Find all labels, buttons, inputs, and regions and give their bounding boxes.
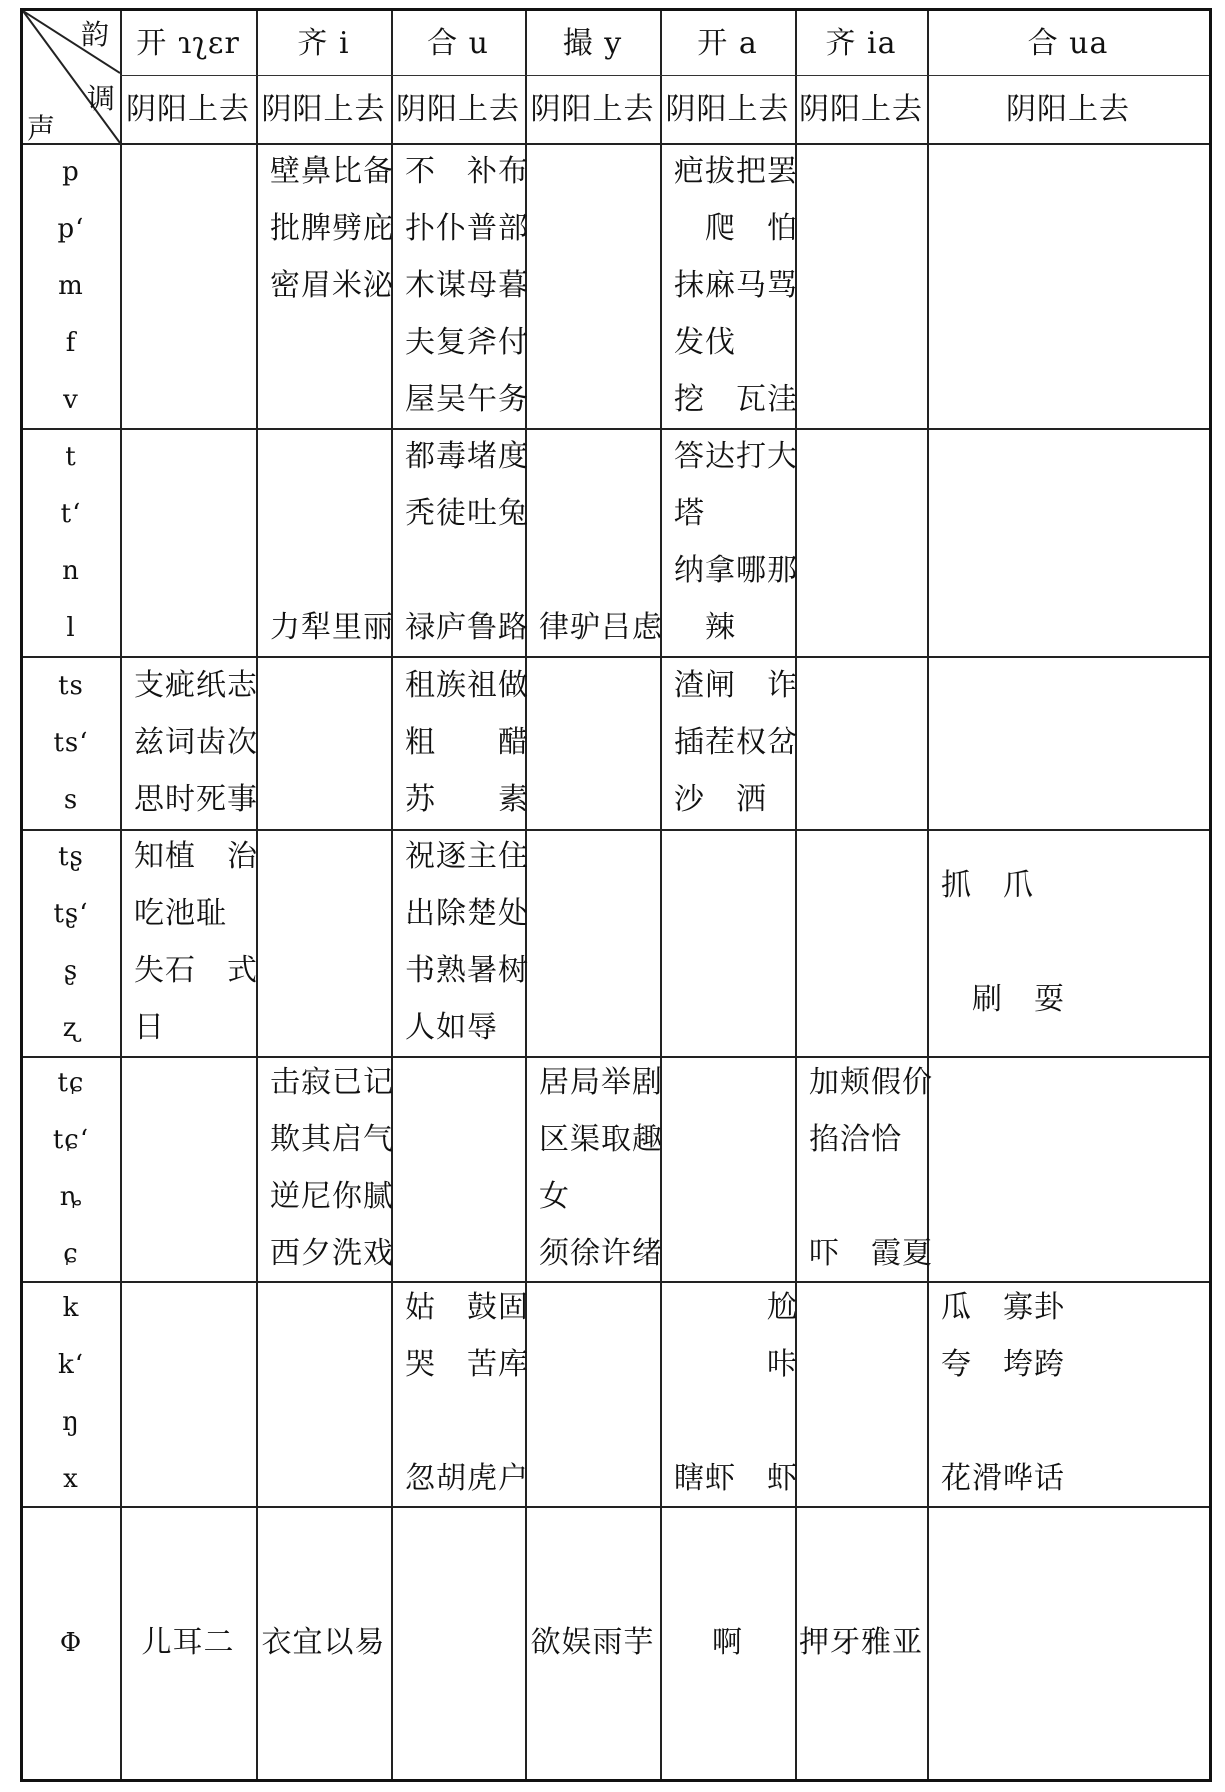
- syllable-table: [20, 8, 1212, 1782]
- header-bottom-rule: [23, 143, 1209, 145]
- syllable-cell: 啊: [712, 1624, 743, 1660]
- syllable-cell: 吓 霞夏: [809, 1236, 933, 1271]
- syllable-cell: 忽胡虎户: [405, 1461, 529, 1496]
- initial-label: v: [63, 384, 79, 415]
- syllable-cell: 爬 怕: [674, 210, 798, 246]
- syllable-cell: 居局举剧: [539, 1065, 663, 1100]
- initial-label: l: [66, 612, 76, 643]
- syllable-cell: 知植 治: [134, 839, 258, 874]
- initial-label: ts: [58, 670, 84, 701]
- syllable-cell: 掐洽恰: [809, 1122, 902, 1157]
- corner-label-diao: 调: [87, 82, 116, 115]
- syllable-cell: 儿耳二: [141, 1624, 235, 1660]
- syllable-cell: 书熟暑树: [405, 953, 529, 988]
- initial-label: n: [62, 555, 80, 586]
- syllable-cell: 衣宜以易: [261, 1624, 386, 1660]
- initial-label: Φ: [59, 1627, 83, 1658]
- group-divider: [23, 656, 1209, 658]
- syllable-cell: 木谋母暮: [405, 267, 529, 303]
- syllable-cell: 屋吴午务: [405, 381, 529, 417]
- syllable-cell: 兹词齿次: [134, 724, 258, 760]
- syllable-cell: 辣: [674, 609, 736, 645]
- syllable-cell: 不 补布: [405, 153, 529, 189]
- group-divider: [23, 829, 1209, 831]
- syllable-cell: 女: [539, 1179, 570, 1214]
- group-divider: [23, 1281, 1209, 1283]
- syllable-cell: 批脾劈庇: [270, 210, 394, 246]
- syllable-cell: 出除楚处: [405, 896, 529, 931]
- syllable-cell: 发伐: [674, 324, 736, 360]
- syllable-cell: 纳拿哪那: [674, 552, 798, 588]
- initial-label: ŋ: [62, 1407, 80, 1437]
- syllable-cell: 吃池耻: [134, 896, 227, 931]
- syllable-cell: 答达打大: [674, 438, 798, 474]
- syllable-cell: 咔: [674, 1347, 798, 1382]
- syllable-cell: 抓 爪: [941, 867, 1034, 903]
- syllable-cell: 尬: [674, 1290, 798, 1325]
- initial-label: tʂ: [58, 842, 84, 872]
- syllable-cell: 花滑哗话: [941, 1461, 1065, 1496]
- initial-label: tsʻ: [53, 727, 89, 758]
- initial-label: m: [58, 270, 84, 301]
- syllable-cell: 姑 鼓固: [405, 1290, 529, 1325]
- initial-label: ȵ: [59, 1182, 83, 1212]
- syllable-cell: 须徐许绪: [539, 1236, 663, 1271]
- group-divider: [23, 1506, 1209, 1508]
- syllable-cell: 力犁里丽: [270, 609, 394, 645]
- syllable-cell: 租族祖做: [405, 667, 529, 703]
- syllable-cell: 渣闸 诈: [674, 667, 798, 703]
- initial-label: tʻ: [60, 498, 82, 529]
- syllable-cell: 抹麻马骂: [674, 267, 798, 303]
- tone-label: 阴阳上去: [1006, 92, 1130, 127]
- tone-label: 阴阳上去: [261, 92, 386, 127]
- initial-label: ɕ: [63, 1239, 79, 1269]
- syllable-cell: 律驴吕虑: [539, 609, 663, 645]
- syllable-cell: 夸 垮跨: [941, 1347, 1065, 1382]
- corner-label-yun: 韵: [81, 18, 110, 51]
- syllable-cell: 人如辱: [405, 1010, 498, 1045]
- syllable-cell: 禄庐鲁路: [405, 609, 529, 645]
- syllable-cell: 失石 式: [134, 953, 258, 988]
- initial-label: s: [63, 784, 79, 815]
- syllable-cell: 支疵纸志: [134, 667, 258, 703]
- column-divider: [256, 11, 258, 1779]
- column-header: 合 u: [427, 26, 489, 61]
- syllable-cell: 刷 耍: [941, 981, 1065, 1017]
- initial-label: t: [65, 441, 77, 472]
- column-header: 开 ɿʅɛr: [136, 26, 240, 61]
- group-divider: [23, 428, 1209, 430]
- tone-label: 阴阳上去: [530, 92, 655, 127]
- syllable-cell: 夫复斧付: [405, 324, 529, 360]
- initial-label: pʻ: [57, 213, 85, 244]
- syllable-cell: 疤拔把罢: [674, 153, 798, 189]
- syllable-cell: 日: [134, 1010, 165, 1045]
- syllable-cell: 祝逐主住: [405, 839, 529, 874]
- syllable-cell: 欺其启气: [270, 1122, 394, 1157]
- syllable-cell: 加颊假价: [809, 1065, 933, 1100]
- syllable-cell: 押牙雅亚: [799, 1624, 923, 1660]
- syllable-cell: 苏 素: [405, 781, 529, 817]
- tone-label: 阴阳上去: [665, 92, 790, 127]
- group-divider: [23, 1056, 1209, 1058]
- initial-label: ʐ: [62, 1013, 80, 1043]
- syllable-cell: 哭 苦库: [405, 1347, 529, 1382]
- tone-label: 阴阳上去: [396, 92, 520, 127]
- initial-label: f: [65, 327, 77, 358]
- tone-label: 阴阳上去: [799, 92, 923, 127]
- column-divider: [927, 11, 929, 1779]
- syllable-cell: 密眉米泌: [270, 267, 394, 303]
- syllable-cell: 欲娱雨芋: [530, 1624, 655, 1660]
- initial-label: ʂ: [63, 956, 79, 986]
- syllable-cell: 扑仆普部: [405, 210, 529, 246]
- header-divider: [120, 75, 1209, 76]
- column-header: 开 a: [697, 26, 758, 61]
- syllable-cell: 区渠取趣: [539, 1122, 663, 1157]
- syllable-cell: 壁鼻比备: [270, 153, 394, 189]
- column-header: 撮 y: [562, 26, 623, 61]
- initial-label: p: [62, 156, 80, 187]
- syllable-cell: 塔: [674, 495, 705, 531]
- syllable-cell: 都毒堵度: [405, 438, 529, 474]
- syllable-cell: 西夕洗戏: [270, 1236, 394, 1271]
- column-header: 齐 i: [297, 26, 350, 61]
- corner-label-sheng: 声: [27, 112, 56, 145]
- syllable-cell: 思时死事: [134, 781, 258, 817]
- column-header: 合 ua: [1027, 26, 1109, 61]
- syllable-cell: 插茬权岔: [674, 724, 798, 760]
- initial-label: k: [62, 1293, 80, 1323]
- column-header: 齐 ia: [825, 26, 897, 61]
- syllable-cell: 沙 洒: [674, 781, 767, 817]
- syllable-cell: 瓜 寡卦: [941, 1290, 1065, 1325]
- syllable-cell: 秃徒吐兔: [405, 495, 529, 531]
- tone-label: 阴阳上去: [126, 92, 250, 127]
- initial-label: tɕ: [57, 1068, 85, 1098]
- syllable-cell: 击寂已记: [270, 1065, 394, 1100]
- initial-label: tɕʻ: [52, 1125, 90, 1155]
- syllable-cell: 粗 醋: [405, 724, 529, 760]
- initial-label: kʻ: [57, 1350, 85, 1380]
- syllable-cell: 挖 瓦洼: [674, 381, 798, 417]
- initial-label: x: [63, 1464, 79, 1494]
- initial-label: tʂʻ: [53, 899, 89, 929]
- syllable-cell: 瞎虾 虾: [674, 1461, 798, 1496]
- column-divider: [660, 11, 662, 1779]
- syllable-cell: 逆尼你腻: [270, 1179, 394, 1214]
